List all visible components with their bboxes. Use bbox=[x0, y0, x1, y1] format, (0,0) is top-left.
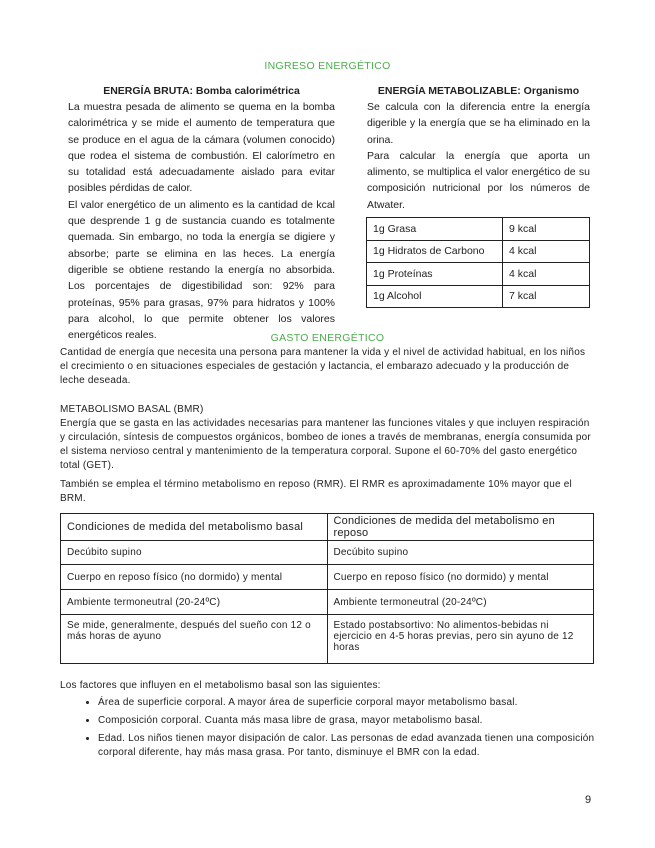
conditions-row bbox=[61, 615, 594, 664]
reposo-cell: Condiciones de medida del metabolismo en reposo bbox=[327, 514, 594, 541]
bmr-heading: METABOLISMO BASAL (BMR) bbox=[60, 404, 204, 415]
factor-item: • Edad. Los niños tienen mayor disipación de calor. Las personas de edad avanzada tienen una composición corporal diferente, hay más masa grasa. Por tanto, disminuye el BMR con la edad. bbox=[98, 732, 596, 760]
basal-cell: Cuerpo en reposo físico (no dormido) y mental bbox=[61, 565, 328, 590]
atwater-row bbox=[367, 218, 590, 241]
basal-cell: Decúbito supino bbox=[61, 541, 328, 565]
reposo-cell: Ambiente termoneutral (20-24ºC) bbox=[327, 590, 594, 615]
energia-metabolizable-p1: Se calcula con la diferencia entre la energía digerible y la energía que se ha eliminado en la orina. bbox=[367, 101, 590, 146]
bmr-text: Energía que se gasta en las actividades necesarias para mantener las funciones vitales y que incluyen respiración y circulación, síntesis de compuestos orgánicos, bombeo de iones a través de membranas, energía consumida por el sistema nervioso central y mantenimiento de la temperatura corporal. Supone el 60-70% del gasto energético total (GET). bbox=[60, 418, 591, 471]
factors-intro: Los factores que influyen en el metabolismo basal son las siguientes: bbox=[60, 680, 381, 691]
conditions-row bbox=[61, 541, 594, 565]
kcal-cell: 4 kcal bbox=[503, 240, 590, 263]
page-number: 9 bbox=[585, 794, 592, 806]
atwater-row bbox=[367, 240, 590, 263]
energia-bruta-p1: La muestra pesada de alimento se quema en la bomba calorimétrica y se mide el aumento de temperatura que se produce en el agua de la cámara (volumen conocido) que rodea el sistema de combustión. El calorímetro en su totalidad está adecuadamente aislado para evitar posibles pérdidas de calor. bbox=[68, 101, 335, 195]
conditions-row bbox=[61, 590, 594, 615]
basal-cell: Ambiente termoneutral (20-24ºC) bbox=[61, 590, 328, 615]
atwater-row bbox=[367, 285, 590, 308]
energia-metabolizable-column bbox=[367, 85, 590, 213]
section-title-gasto: GASTO ENERGÉTICO bbox=[270, 332, 385, 344]
factor-item: • Área de superficie corporal. A mayor área de superficie corporal mayor metabolismo basal. bbox=[98, 696, 596, 710]
conditions-table bbox=[60, 513, 594, 664]
reposo-cell: Estado postabsortivo: No alimentos-bebidas ni ejercicio en 4-5 horas previas, pero sin ayuno de 12 horas bbox=[327, 615, 594, 664]
energia-bruta-p2: El valor energético de un alimento es la cantidad de kcal que desprende 1 g de sustancia cuando es totalmente quemada. Sin embargo, no toda la energía se digiere y absorbe; parte se elimina en las heces. La energía digerible se obtiene restando la energía no absorbida. Los porcentajes de digestibilidad son: 92% para proteínas, 95% para grasas, 97% para hidratos y 100% para alcohol, lo que permite obtener los valores energéticos reales. bbox=[68, 198, 335, 342]
gasto-intro: Cantidad de energía que necesita una persona para mantener la vida y el nivel de actividad habitual, en los niños el crecimiento o en situaciones especiales de gestación y lactancia, el embarazo adecuado y la producción de leche deseada. bbox=[60, 347, 586, 386]
nutrient-cell: 1g Alcohol bbox=[367, 285, 503, 308]
rmr-text: También se emplea el término metabolismo en reposo (RMR). El RMR es aproximadamente 10% mayor que el BRM. bbox=[60, 479, 572, 504]
conditions-row bbox=[61, 565, 594, 590]
nutrient-cell: 1g Grasa bbox=[367, 218, 503, 241]
reposo-cell: Cuerpo en reposo físico (no dormido) y mental bbox=[327, 565, 594, 590]
basal-cell: Se mide, generalmente, después del sueño con 12 o más horas de ayuno bbox=[61, 615, 328, 664]
conditions-header-row bbox=[61, 514, 594, 541]
energia-metabolizable-heading: ENERGÍA METABOLIZABLE: Organismo bbox=[377, 85, 580, 97]
atwater-row bbox=[367, 263, 590, 286]
section-title-ingreso: INGRESO ENERGÉTICO bbox=[264, 60, 391, 72]
nutrient-cell: 1g Proteínas bbox=[367, 263, 503, 286]
kcal-cell: 7 kcal bbox=[503, 285, 590, 308]
reposo-cell: Decúbito supino bbox=[327, 541, 594, 565]
kcal-cell: 4 kcal bbox=[503, 263, 590, 286]
energia-metabolizable-p2: Para calcular la energía que aporta un alimento, se multiplica el valor energético de su composición nutricional por los números de Atwater. bbox=[367, 149, 590, 211]
nutrient-cell: 1g Hidratos de Carbono bbox=[367, 240, 503, 263]
atwater-table bbox=[366, 217, 590, 308]
kcal-cell: 9 kcal bbox=[503, 218, 590, 241]
energia-bruta-heading: ENERGÍA BRUTA: Bomba calorimétrica bbox=[103, 85, 300, 97]
energia-bruta-column bbox=[68, 85, 335, 343]
basal-cell: Condiciones de medida del metabolismo basal bbox=[61, 514, 328, 541]
factor-item: • Composición corporal. Cuanta más masa libre de grasa, mayor metabolismo basal. bbox=[98, 714, 596, 728]
factors-section bbox=[60, 679, 596, 764]
